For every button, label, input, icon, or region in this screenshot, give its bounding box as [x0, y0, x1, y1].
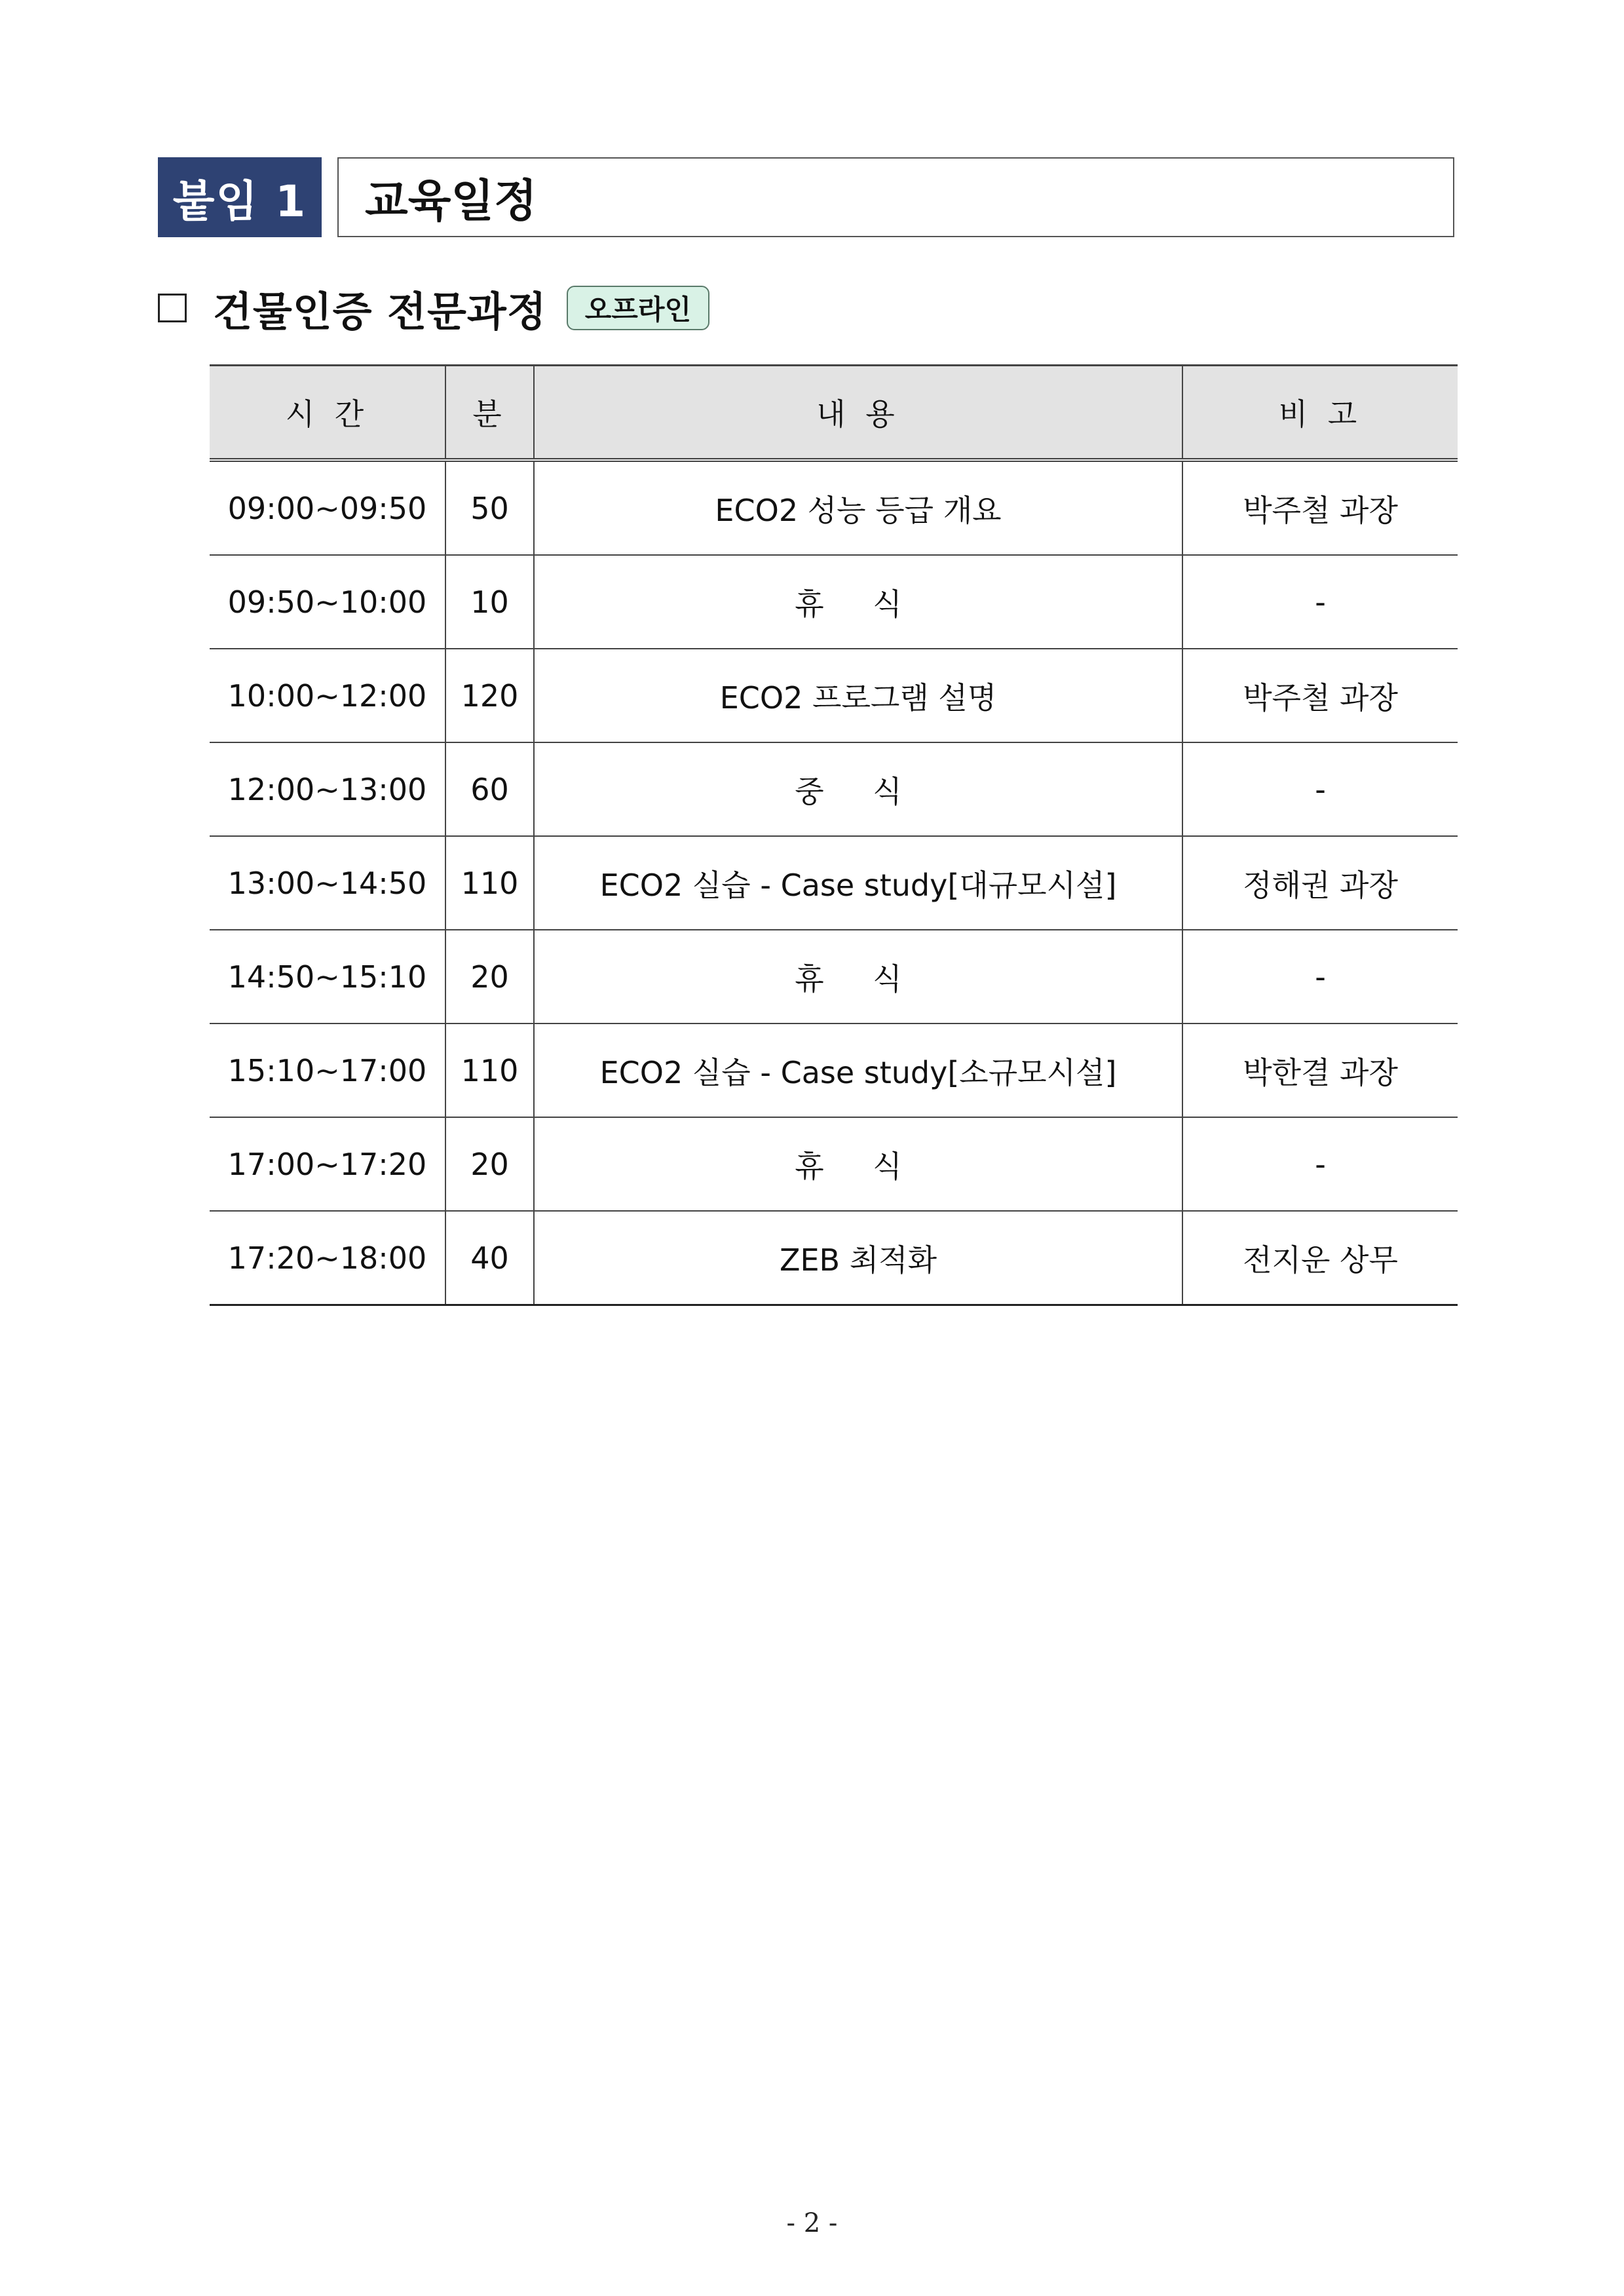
- cell-content: 휴 식: [534, 930, 1182, 1024]
- cell-minutes: 110: [445, 1024, 534, 1117]
- cell-time: 09:00∼09:50: [210, 460, 445, 555]
- cell-note: 박주철 과장: [1182, 460, 1458, 555]
- cell-minutes: 40: [445, 1211, 534, 1305]
- cell-content: ECO2 실습 - Case study[대규모시설]: [534, 836, 1182, 930]
- header-minutes: 분: [445, 366, 534, 461]
- header-note: 비 고: [1182, 366, 1458, 461]
- table-row: [210, 1024, 1458, 1117]
- cell-time: 17:00~17:20: [210, 1117, 445, 1211]
- cell-minutes: 60: [445, 742, 534, 836]
- section-heading: [158, 282, 709, 334]
- cell-content: ECO2 프로그램 설명: [534, 649, 1182, 742]
- cell-content: ECO2 성능 등급 개요: [534, 460, 1182, 555]
- cell-note: -: [1182, 742, 1458, 836]
- cell-note: 전지운 상무: [1182, 1211, 1458, 1305]
- cell-note: -: [1182, 555, 1458, 649]
- table-header-row: [210, 366, 1458, 461]
- cell-note: 정해권 과장: [1182, 836, 1458, 930]
- offline-tag: 오프라인: [567, 286, 709, 330]
- cell-time: 17:20~18:00: [210, 1211, 445, 1305]
- cell-minutes: 20: [445, 1117, 534, 1211]
- cell-note: -: [1182, 930, 1458, 1024]
- cell-minutes: 20: [445, 930, 534, 1024]
- page-number: - 2 -: [786, 2208, 838, 2238]
- attachment-badge: 붙임 1: [158, 157, 322, 237]
- cell-time: 12:00∼13:00: [210, 742, 445, 836]
- cell-note: -: [1182, 1117, 1458, 1211]
- table-row: [210, 460, 1458, 555]
- cell-content: ECO2 실습 - Case study[소규모시설]: [534, 1024, 1182, 1117]
- header-time: 시 간: [210, 366, 445, 461]
- table-row: [210, 649, 1458, 742]
- schedule-table: [210, 364, 1458, 1306]
- cell-time: 14:50∼15:10: [210, 930, 445, 1024]
- section-title: 건물인증 전문과정: [213, 287, 547, 335]
- cell-content: 휴 식: [534, 555, 1182, 649]
- table-row: [210, 836, 1458, 930]
- cell-time: 10:00~12:00: [210, 649, 445, 742]
- page-title: 교육일정: [337, 157, 1454, 237]
- cell-note: 박한결 과장: [1182, 1024, 1458, 1117]
- table-row: [210, 1117, 1458, 1211]
- cell-time: 09:50~10:00: [210, 555, 445, 649]
- cell-minutes: 10: [445, 555, 534, 649]
- table-row: [210, 1211, 1458, 1305]
- cell-time: 13:00∼14:50: [210, 836, 445, 930]
- table-row: [210, 555, 1458, 649]
- cell-content: ZEB 최적화: [534, 1211, 1182, 1305]
- cell-minutes: 110: [445, 836, 534, 930]
- cell-minutes: 120: [445, 649, 534, 742]
- table-row: [210, 930, 1458, 1024]
- cell-content: 휴 식: [534, 1117, 1182, 1211]
- checkbox-icon: [158, 294, 187, 322]
- cell-note: 박주철 과장: [1182, 649, 1458, 742]
- cell-time: 15:10∼17:00: [210, 1024, 445, 1117]
- cell-minutes: 50: [445, 460, 534, 555]
- table-row: [210, 742, 1458, 836]
- cell-content: 중 식: [534, 742, 1182, 836]
- header-content: 내 용: [534, 366, 1182, 461]
